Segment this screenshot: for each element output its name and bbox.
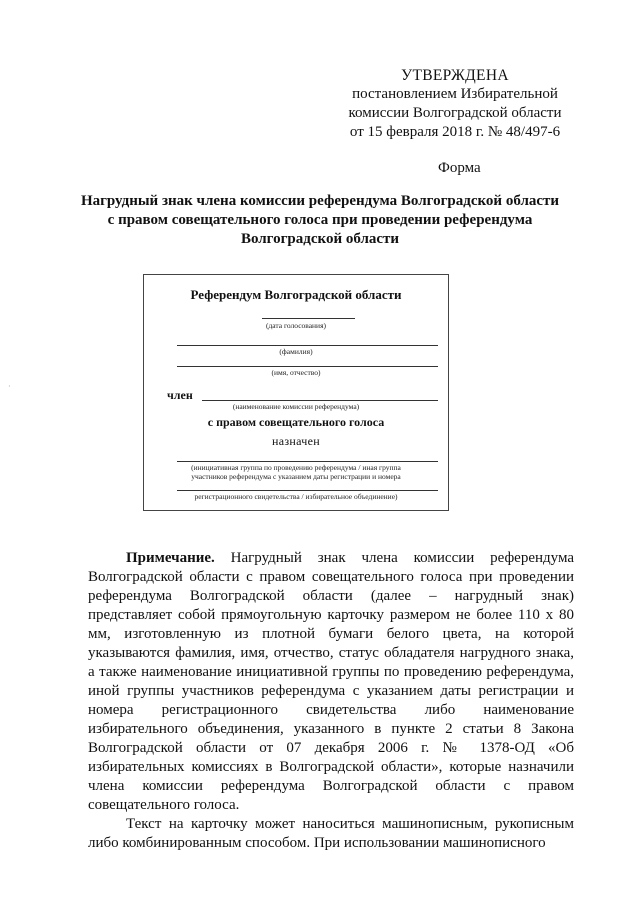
commission-caption: (наименование комиссии референдума) [232, 402, 360, 411]
approval-stamp [330, 66, 580, 142]
commission-line [202, 400, 438, 401]
title-line-1: Нагрудный знак члена комиссии референдума Волгоградской области [80, 193, 560, 209]
date-caption: (дата голосования) [265, 321, 327, 330]
approval-heading: УТВЕРЖДЕНА [401, 67, 509, 84]
badge-title: Референдум Волгоградской области [190, 287, 402, 302]
approval-line-3: от 15 февраля 2018 г. № 48/497-6 [349, 124, 561, 140]
group-caption-3: регистрационного свидетельства / избирательное объединение) [194, 492, 398, 501]
badge-sample [143, 274, 449, 511]
surname-caption: (фамилия) [279, 347, 313, 356]
group-caption-1: (инициативная группа по проведению референдума / иная группа [191, 463, 401, 472]
note-paragraph-1 [88, 549, 574, 815]
note-label: Примечание. [126, 550, 215, 566]
registration-line [177, 490, 438, 491]
appointed-label: назначен [272, 434, 320, 448]
approval-line-2: комиссии Волгоградской области [348, 105, 562, 121]
note-paragraph-2: Текст на карточку может наноситься машинописным, рукописным либо комбинированным способом. При использовании машинописного [88, 816, 574, 851]
date-line [262, 318, 355, 319]
name-caption: (имя, отчество) [271, 368, 321, 377]
note-text-1: Нагрудный знак члена комиссии референдума Волгоградской области с правом совещательного голоса при проведении референдума Волгоградской области (далее – нагрудный знак) представляет собой прямоугольную карточку размером не более 110 х 80 мм, изготовленную из плотной бумаги белого цвета, на которой указываются фамилия, имя, отчество, статус обладателя нагрудного знака, а также наименование инициативной группы по проведению референдума, иной группы участников референдума с указанием даты регистрации и номера регистрационного свидетельства либо наименование избирательного объединения, указанного в пункте 2 статьи 8 Закона Волгоградской области от 07 декабря 2006 г. № 1378-ОД «Об избирательных комиссиях в Волгоградской области», которые назначили члена комиссии референдума Волгоградской области с правом совещательного голоса. [88, 550, 574, 813]
name-line [177, 366, 438, 367]
member-label: член [167, 388, 193, 402]
document-title [70, 192, 570, 249]
title-line-2: с правом совещательного голоса при проведении референдума [107, 212, 533, 228]
note-section [88, 549, 574, 853]
form-label: Форма [438, 160, 481, 176]
group-caption-2: участников референдума с указанием даты регистрации и номера [191, 472, 401, 481]
approval-line-1: постановлением Избирательной [352, 86, 558, 102]
margin-mark: · [8, 382, 11, 391]
advisory-vote-label: с правом совещательного голоса [207, 415, 385, 429]
title-line-3: Волгоградской области [240, 231, 400, 247]
group-line [177, 461, 438, 462]
surname-line [177, 345, 438, 346]
